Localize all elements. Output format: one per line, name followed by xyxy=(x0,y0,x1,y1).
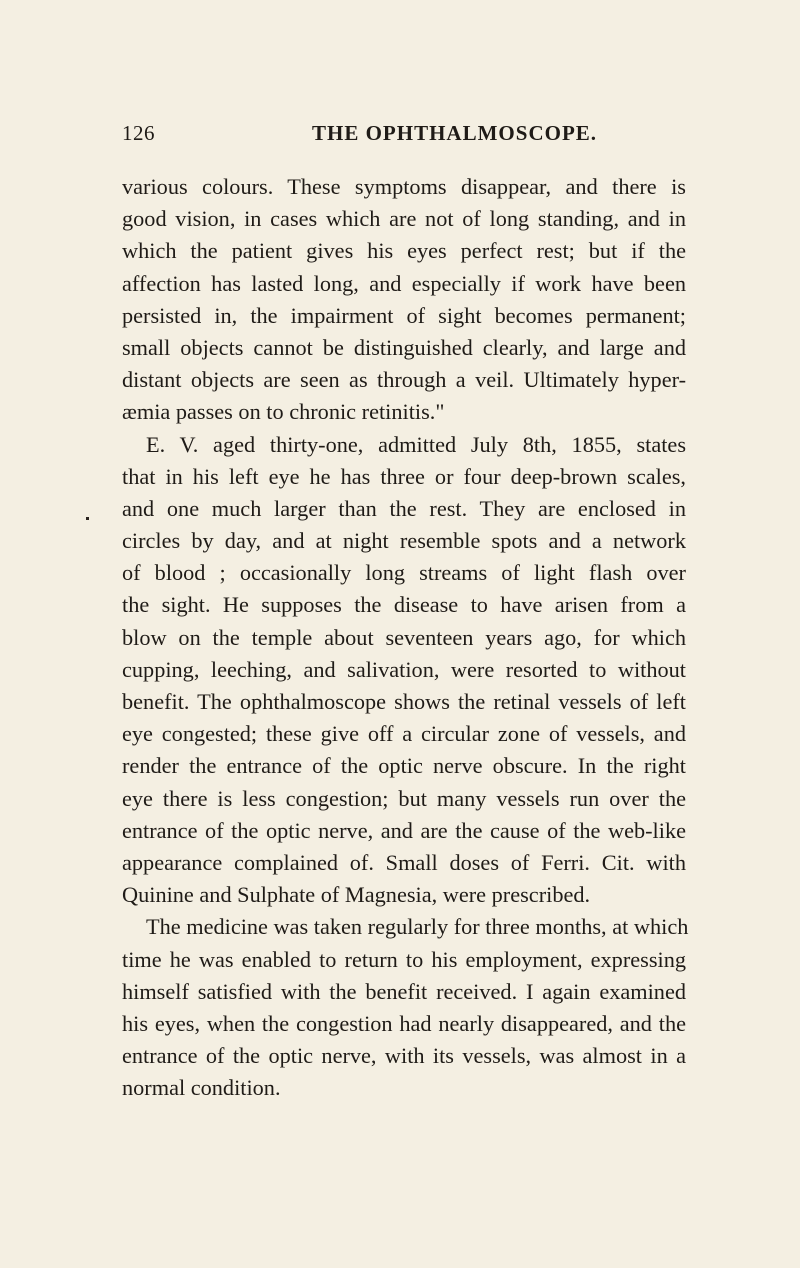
text-line: persisted in, the impairment of sight becomes permanent; xyxy=(122,302,686,328)
running-title: THE OPHTHALMOSCOPE. xyxy=(312,121,598,145)
text-line: render the entrance of the optic nerve obscure. In the right xyxy=(122,753,686,779)
text-line: eye there is less congestion; but many vessels run over the xyxy=(122,785,686,811)
paragraph-start-line: E. V. aged thirty-one, admitted July 8th, 1855, states xyxy=(146,431,686,457)
text-line: himself satisfied with the benefit received. I again examined xyxy=(122,978,686,1004)
text-line: that in his left eye he has three or four deep-brown scales, xyxy=(122,463,686,489)
running-head xyxy=(122,121,692,149)
text-line: entrance of the optic nerve, with its vessels, was almost in a xyxy=(122,1043,686,1069)
body-text xyxy=(122,171,689,1104)
text-line: Quinine and Sulphate of Magnesia, were prescribed. xyxy=(122,882,591,908)
text-line: blow on the temple about seventeen years ago, for which xyxy=(122,624,686,650)
text-line: which the patient gives his eyes perfect rest; but if the xyxy=(122,238,686,264)
text-line: appearance complained of. Small doses of Ferri. Cit. with xyxy=(122,849,686,875)
text-line: time he was enabled to return to his employment, expressing xyxy=(122,946,686,972)
text-line: normal condition. xyxy=(122,1075,281,1101)
text-line: eye congested; these give off a circular zone of vessels, and xyxy=(122,721,686,747)
text-line: affection has lasted long, and especially if work have been xyxy=(122,270,686,296)
text-line: small objects cannot be distinguished clearly, and large and xyxy=(122,334,686,360)
text-line: and one much larger than the rest. They are enclosed in xyxy=(122,495,686,521)
text-line: distant objects are seen as through a veil. Ultimately hyper- xyxy=(122,367,686,393)
text-line: entrance of the optic nerve, and are the cause of the web-like xyxy=(122,817,686,843)
text-line: good vision, in cases which are not of long standing, and in xyxy=(122,206,686,232)
text-line: benefit. The ophthalmoscope shows the retinal vessels of left xyxy=(122,689,686,714)
text-line: of blood ; occasionally long streams of light flash over xyxy=(122,560,686,586)
margin-mark xyxy=(86,517,89,520)
page-number: 126 xyxy=(122,121,155,145)
text-line: circles by day, and at night resemble spots and a network xyxy=(122,528,686,554)
text-line: the sight. He supposes the disease to have arisen from a xyxy=(122,592,686,618)
text-line: various colours. These symptoms disappear, and there is xyxy=(122,174,686,199)
paragraph-start-line: The medicine was taken regularly for three months, at which xyxy=(146,914,689,940)
text-line: his eyes, when the congestion had nearly disappeared, and the xyxy=(122,1010,686,1036)
text-line: æmia passes on to chronic retinitis." xyxy=(122,399,445,425)
text-line: cupping, leeching, and salivation, were resorted to without xyxy=(122,656,686,682)
